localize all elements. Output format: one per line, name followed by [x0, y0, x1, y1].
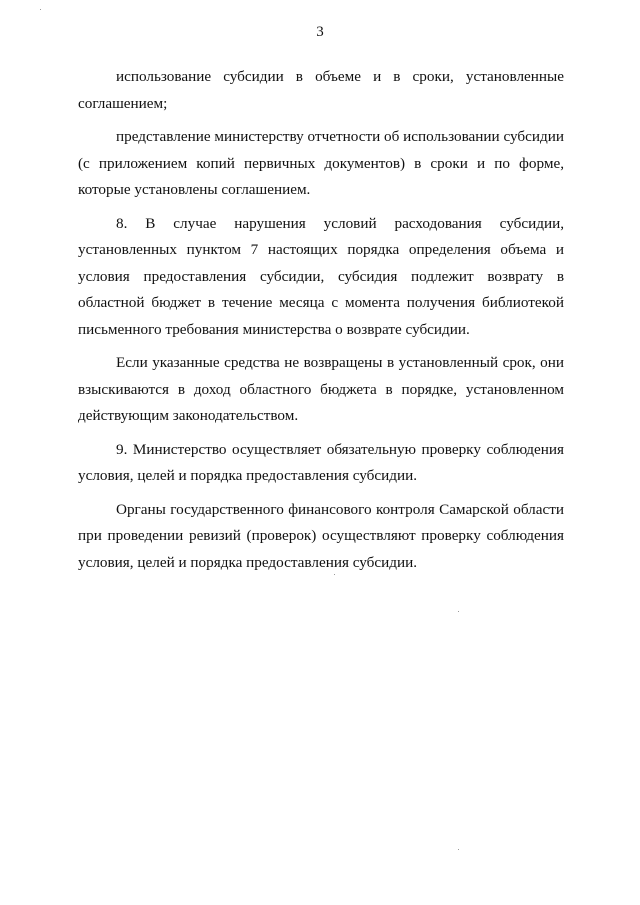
- page-number: 3: [316, 24, 324, 40]
- paragraph-item-9: 9. Министерство осуществляет обязательную проверку соблюдения условия, целей и порядка предоставления субсидии.: [78, 440, 564, 484]
- scan-speck: [458, 849, 459, 850]
- scan-speck: [40, 9, 41, 10]
- scan-speck: [458, 611, 459, 612]
- paragraph-recovery: Если указанные средства не возвращены в установленный срок, они взыскиваются в доход областного бюджета в порядке, установленном действующим законодательством.: [78, 354, 564, 424]
- document-body: [78, 64, 564, 583]
- scan-speck: [334, 574, 335, 575]
- paragraph-financial-control: Органы государственного финансового контроля Самарской области при проведении ревизий (проверок) осуществляют проверку соблюдения условия, целей и порядка предоставления субсидии.: [78, 500, 564, 571]
- paragraph-reporting: представление министерству отчетности об использовании субсидии (с приложением копий первичных документов) в сроки и по форме, которые установлены соглашением.: [78, 128, 564, 198]
- paragraph-item-8: 8. В случае нарушения условий расходования субсидии, установленных пунктом 7 настоящих порядка определения объема и условия предоставления субсидии, субсидия подлежит возврату в областной бюджет в течение месяца с момента получения библиотекой письменного требования министерства о возврате субсидии.: [78, 214, 564, 338]
- paragraph-subsidy-usage: использование субсидии в объеме и в сроки, установленные соглашением;: [78, 68, 564, 112]
